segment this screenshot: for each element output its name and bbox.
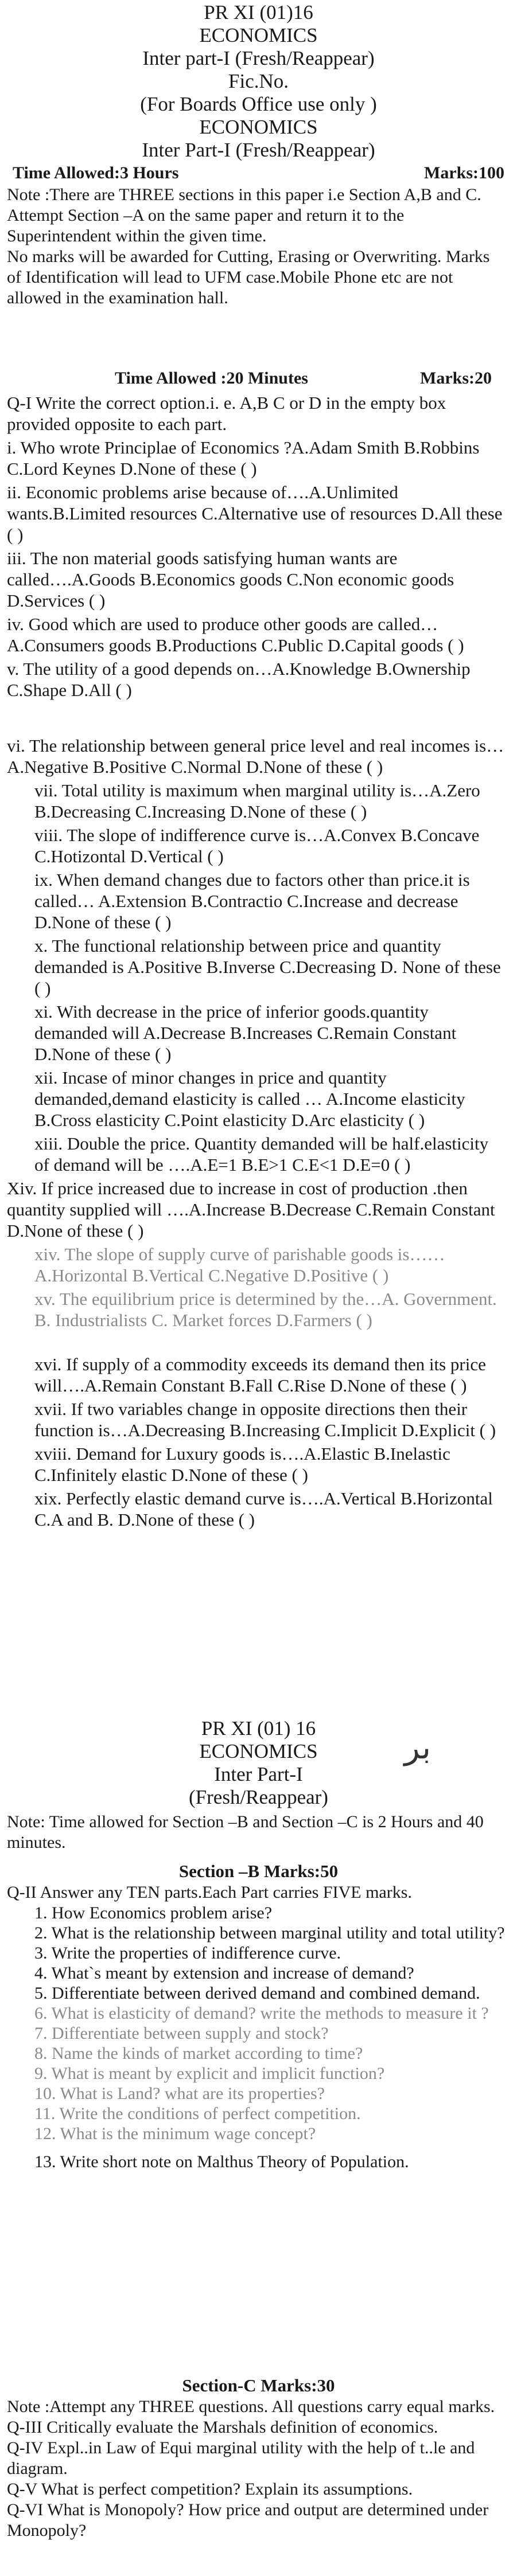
part-label-3: Inter Part-I	[214, 1763, 303, 1785]
time-allowed: Time Allowed:3 Hours	[13, 163, 179, 182]
list-item: 4. What`s meant by extension and increase of demand?	[34, 1964, 414, 1983]
q1-intro: Q-I Write the correct option.i. e. A,B C or D in the empty box provided opposite to each part.	[7, 393, 446, 434]
header-block-2	[0, 1717, 517, 1809]
subject-title-3: ECONOMICS	[199, 1740, 318, 1762]
mcq-item: xviii. Demand for Luxury goods is….A.Elastic B.Inelastic C.Infinitely elastic D.None of these ( )	[34, 1444, 450, 1485]
section-c-question: Q-IV Expl..in Law of Equi marginal utility with the help of t..le and diagram.	[7, 2438, 475, 2478]
meta-row-2	[0, 368, 504, 389]
list-item: 12. What is the minimum wage concept?	[34, 2124, 316, 2143]
mcq-item: xvii. If two variables change in opposite directions then their function is…A.Decreasing B.Increasing C.Implicit D.Explicit ( )	[34, 1399, 496, 1440]
objective-time: Time Allowed :20 Minutes	[115, 369, 308, 388]
mcq-item: xix. Perfectly elastic demand curve is….A.Vertical B.Horizontal C.A and B. D.None of these ( )	[34, 1488, 493, 1530]
meta-row-1	[0, 163, 517, 183]
list-item: 5. Differentiate between derived demand and combined demand.	[34, 1984, 480, 2003]
section-c-note: Note :Attempt any THREE questions. All questions carry equal marks.	[7, 2397, 495, 2416]
mcq-list	[0, 437, 517, 1530]
boards-office: (For Boards Office use only )	[140, 93, 377, 115]
list-item: 8. Name the kinds of market according to time?	[34, 2044, 363, 2063]
notes-block	[0, 185, 503, 308]
part-label-2: Inter Part-I (Fresh/Reappear)	[142, 139, 375, 161]
list-item: 3. Write the properties of indifference curve.	[34, 1944, 341, 1963]
section-b-list	[0, 1903, 517, 2172]
mcq-item: viii. The slope of indifference curve is…A.Convex B.Concave C.Hotizontal D.Vertical ( )	[34, 825, 480, 866]
section-c-question: Q-III Critically evaluate the Marshals definition of economics.	[7, 2418, 438, 2437]
mcq-item: x. The functional relationship between price and quantity demanded is A.Positive B.Inverse C.Decreasing D. None of these ( )	[34, 936, 501, 998]
mcq-item: ii. Economic problems arise because of….A.Unlimited wants.B.Limited resources C.Alternative use of resources D.All these ( )	[7, 482, 503, 545]
handwritten-mark: بر	[404, 1729, 431, 1766]
section-b-title: Section –B Marks:50	[178, 1861, 339, 1881]
part-label: Inter part-I (Fresh/Reappear)	[142, 47, 375, 69]
fresh-reappear-label: (Fresh/Reappear)	[189, 1786, 328, 1808]
mcq-item: iv. Good which are used to produce other goods are called…A.Consumers goods B.Productions C.Public D.Capital goods ( )	[7, 614, 464, 655]
watermark	[0, 1519, 321, 1691]
paper-code-2: PR XI (01) 16	[201, 1717, 316, 1740]
list-item: 13. Write short note on Malthus Theory of Population.	[34, 2152, 409, 2171]
mcq-item: xi. With decrease in the price of inferior goods.quantity demanded will A.Decrease B.Increases C.Remain Constant D.None of these ( )	[34, 1002, 457, 1064]
mcq-item: i. Who wrote Principlae of Economics ?A.Adam Smith B.Robbins C.Lord Keynes D.None of these ( )	[7, 437, 480, 479]
list-item: 10. What is Land? what are its properties?	[34, 2084, 325, 2103]
list-item: 6. What is elasticity of demand? write the methods to measure it ?	[34, 2004, 489, 2023]
list-item: 7. Differentiate between supply and stock?	[34, 2024, 329, 2043]
section-c-question: Q-VI What is Monopoly? How price and output are determined under Monopoly?	[7, 2500, 489, 2540]
mcq-item: xv. The equilibrium price is determined by the…A. Government. B. Industrialists C. Market forces D.Farmers ( )	[34, 1289, 497, 1330]
note-line: No marks will be awarded for Cutting, Erasing or Overwriting. Marks of Identification will lead to UFM case.Mobile Phone etc are not allowed in the examination hall.	[7, 247, 490, 307]
note-line: Note :There are THREE sections in this paper i.e Section A,B and C.	[7, 185, 481, 204]
section-b	[0, 1860, 517, 2172]
mcq-item: xii. Incase of minor changes in price and quantity demanded,demand elasticity is called … A.Income elasticity B.Cross elasticity C.Point elasticity D.Arc elasticity ( )	[34, 1068, 465, 1130]
mcq-item: Xiv. If price increased due to increase in cost of production .then quantity supplied will ….A.Increase B.Decrease C.Remain Constant D.None of these ( )	[7, 1178, 495, 1241]
mcq-item: xvi. If supply of a commodity exceeds its demand then its price will….A.Remain Constant B.Fall C.Rise D.None of these ( )	[34, 1354, 486, 1396]
section-b-intro: Q-II Answer any TEN parts.Each Part carries FIVE marks.	[7, 1883, 412, 1902]
list-item: 2. What is the relationship between marginal utility and total utility?	[34, 1924, 505, 1942]
note-line: Attempt Section –A on the same paper and return it to the Superintendent within the given time.	[7, 206, 405, 245]
header-block-1	[0, 1, 517, 162]
mcq-item: iii. The non material goods satisfying human wants are called….A.Goods B.Economics goods C.Non economic goods D.Services ( )	[7, 548, 454, 611]
list-item: 9. What is meant by explicit and implicit function?	[34, 2064, 385, 2083]
mcq-item: vii. Total utility is maximum when marginal utility is…A.Zero B.Decreasing C.Increasing D.None of these ( )	[34, 780, 480, 822]
section-c	[0, 2375, 517, 2541]
mcq-item: ix. When demand changes due to factors other than price.it is called… A.Extension B.Contractio C.Increase and decrease D.None of these ( )	[34, 870, 470, 932]
subject-title: ECONOMICS	[199, 24, 318, 46]
note-2: Note: Time allowed for Section –B and Section –C is 2 Hours and 40 minutes.	[7, 1812, 484, 1852]
mcq-item: xiv. The slope of supply curve of parishable goods is……A.Horizontal B.Vertical C.Negative D.Positive ( )	[34, 1244, 445, 1285]
list-item: 11. Write the conditions of perfect competition.	[34, 2104, 361, 2123]
objective-marks: Marks:20	[420, 369, 492, 388]
section-c-title: Section-C Marks:30	[182, 2375, 335, 2395]
fic-no: Fic.No.	[228, 70, 289, 92]
list-item: 1. How Economics problem arise?	[34, 1903, 273, 1922]
total-marks: Marks:100	[424, 163, 504, 182]
section-c-question: Q-V What is perfect competition? Explain its assumptions.	[7, 2480, 413, 2499]
mcq-item: xiii. Double the price. Quantity demanded will be half.elasticity of demand will be ….A.E=1 B.E>1 C.E<1 D.E=0 ( )	[34, 1133, 489, 1175]
mcq-item: v. The utility of a good depends on…A.Knowledge B.Ownership C.Shape D.All ( )	[7, 659, 471, 700]
subject-title-2: ECONOMICS	[199, 116, 318, 138]
paper-code: PR XI (01)16	[204, 1, 313, 24]
mcq-item: vi. The relationship between general price level and real incomes is…A.Negative B.Positive C.Normal D.None of these ( )	[7, 736, 504, 777]
